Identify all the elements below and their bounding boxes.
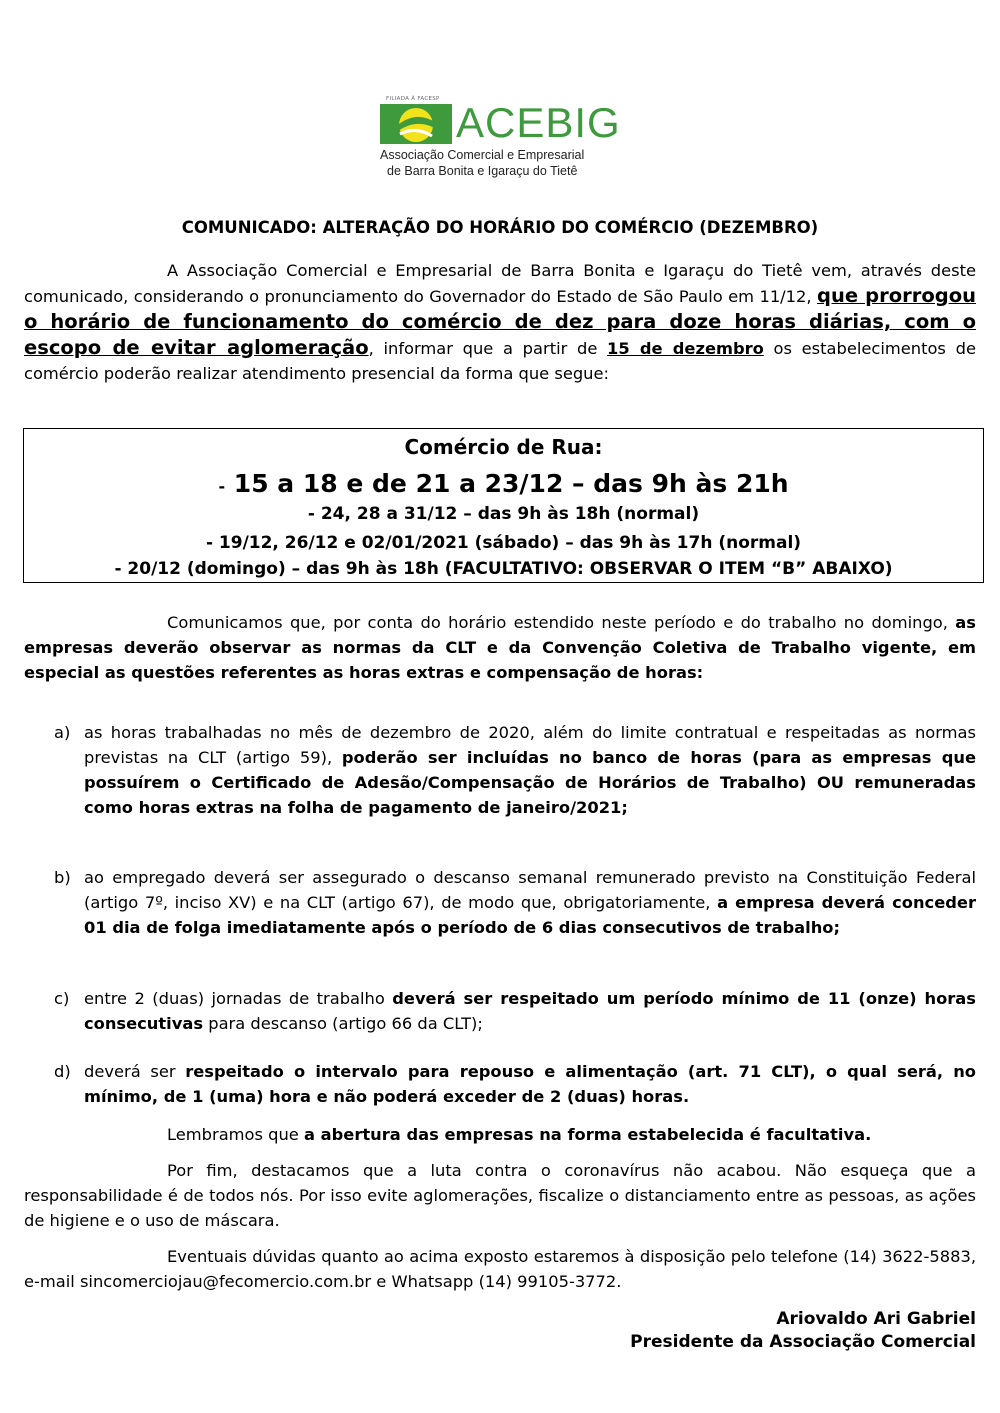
contact-text: Eventuais dúvidas quanto ao acima exposto estaremos à disposição pelo telefone (14) 3622-5883, e-mail sincomerciojau@fecomercio.com.br e Whatsapp (14) 99105-3772. (24, 1247, 976, 1291)
logo-name: ACEBIG (456, 99, 621, 146)
logo-subtitle-1: Associação Comercial e Empresarial (380, 148, 585, 162)
list-item (54, 865, 976, 940)
list-item (54, 1059, 976, 1109)
logo-kicker: FILIADA À FACESP (386, 96, 440, 102)
lembramos-paragraph (24, 1122, 976, 1147)
item-bold: poderão ser incluídas no banco de horas (para as empresas que possuírem o Certificado de Adesão/Compensação de Horários de Trabalho) OU remuneradas como horas extras na folha de pagamento de janeiro/2021; (84, 748, 977, 817)
intro-date: 15 de dezembro (607, 339, 764, 358)
schedule-line-sunday: - 20/12 (domingo) – das 9h às 18h (FACULTATIVO: OBSERVAR O ITEM “B” ABAIXO) (114, 559, 893, 579)
list-marker: a) (54, 723, 71, 742)
item-text: deverá ser (84, 1062, 176, 1081)
porfim-text: Por fim, destacamos que a luta contra o coronavírus não acabou. Não esqueça que a responsabilidade é de todos nós. Por isso evite aglomerações, fiscalize o distanciamento entre as pessoas, as ações de higiene e o uso de máscara. (24, 1161, 976, 1230)
intro-emphasis: que prorrogou o horário de funcionamento do comércio de dez para doze horas diárias, com o escopo de evitar aglomeração (24, 284, 976, 359)
comunicamos-paragraph (24, 610, 976, 685)
contact-paragraph (24, 1244, 976, 1294)
list-item (54, 720, 976, 820)
schedule-box (23, 428, 984, 583)
signature-name: Ariovaldo Ari Gabriel (776, 1309, 976, 1329)
signature-role: Presidente da Associação Comercial (630, 1332, 976, 1352)
schedule-main-line (24, 467, 983, 504)
comunicamos-text: Comunicamos que, por conta do horário estendido neste período e do trabalho no domingo, (167, 613, 948, 632)
schedule-heading: Comércio de Rua: (404, 435, 603, 459)
list-marker: d) (54, 1062, 71, 1081)
intro-text-3: os estabelecimentos de comércio poderão realizar atendimento presencial da forma que segue: (24, 339, 976, 383)
item-bold: deverá ser respeitado um período mínimo de 11 (onze) horas consecutivas (84, 989, 976, 1033)
item-text-2: para descanso (artigo 66 da CLT); (208, 1014, 483, 1033)
schedule-line-normal: - 24, 28 a 31/12 – das 9h às 18h (normal) (307, 504, 700, 524)
lembramos-text: Lembramos que (167, 1125, 299, 1144)
list-marker: c) (54, 989, 70, 1008)
porfim-paragraph (24, 1158, 976, 1233)
acebig-logo (378, 96, 623, 186)
list-marker: b) (54, 868, 71, 887)
list-item (54, 986, 976, 1036)
comunicamos-bold: as empresas deverão observar as normas da CLT e da Convenção Coletiva de Trabalho vigente, em especial as questões referentes as horas extras e compensação de horas: (24, 613, 976, 682)
intro-paragraph (24, 258, 976, 386)
item-text: entre 2 (duas) jornadas de trabalho (84, 989, 385, 1008)
schedule-main-text: 15 a 18 e de 21 a 23/12 – das 9h às 21h (233, 469, 789, 498)
logo-subtitle-2: de Barra Bonita e Igaraçu do Tietê (387, 164, 578, 178)
lembramos-bold: a abertura das empresas na forma estabelecida é facultativa. (304, 1125, 872, 1144)
item-bold: respeitado o intervalo para repouso e alimentação (art. 71 CLT), o qual será, no mínimo, de 1 (uma) hora e não poderá exceder de 2 (duas) horas. (84, 1062, 976, 1106)
item-bold: a empresa deverá conceder 01 dia de folga imediatamente após o período de 6 dias consecutivos de trabalho; (84, 893, 976, 937)
document-title: COMUNICADO: ALTERAÇÃO DO HORÁRIO DO COMÉRCIO (DEZEMBRO) (181, 218, 819, 237)
schedule-main-dash: - (218, 477, 226, 496)
acebig-emblem-icon (380, 104, 452, 144)
item-text: as horas trabalhadas no mês de dezembro de 2020, além do limite contratual e respeitadas as normas previstas na CLT (artigo 59), (84, 723, 976, 767)
item-text: ao empregado deverá ser assegurado o descanso semanal remunerado previsto na Constituição Federal (artigo 7º, inciso XV) e na CLT (artigo 67), de modo que, obrigatoriamente, (84, 868, 976, 912)
schedule-line-saturday: - 19/12, 26/12 e 02/01/2021 (sábado) – das 9h às 17h (normal) (205, 533, 802, 553)
intro-text-1: A Associação Comercial e Empresarial de Barra Bonita e Igaraçu do Tietê vem, através deste comunicado, considerando o pronunciamento do Governador do Estado de São Paulo em 11/12, (24, 261, 976, 306)
intro-text-2: , informar que a partir de (368, 339, 598, 358)
